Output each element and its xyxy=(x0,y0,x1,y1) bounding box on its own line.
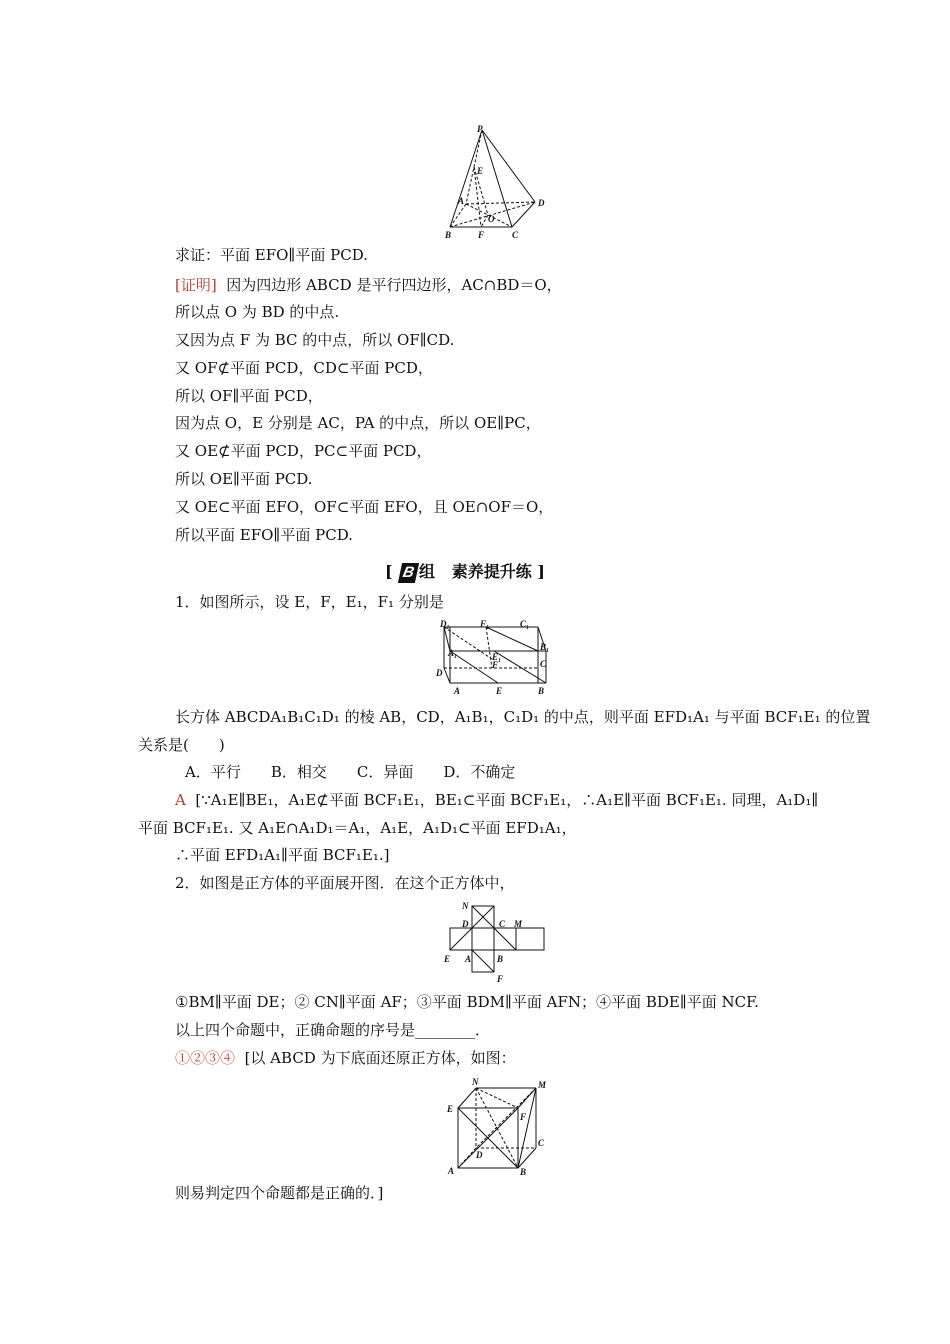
cuboid-label-c: C xyxy=(540,659,547,669)
header-bracket-right: ] xyxy=(537,562,545,581)
proof-line-5: 所以 OF∥平面 PCD， xyxy=(175,387,323,405)
net-label-m: M xyxy=(514,919,523,929)
cuboid-label-f1: F₁ xyxy=(480,619,490,629)
net-label-n: N xyxy=(462,901,469,911)
q1-body-line-1: 长方体 ABCDA₁B₁C₁D₁ 的棱 AB，CD，A₁B₁，C₁D₁ 的中点，则平面 EFD₁A₁ 与平面 BCF₁E₁ 的位置 xyxy=(175,708,871,726)
proof-line-6: 因为点 O，E 分别是 AC，PA 的中点，所以 OE∥PC， xyxy=(175,414,541,432)
q2-intro: 2．如图是正方体的平面展开图．在这个正方体中， xyxy=(175,874,515,892)
cuboid-label-e: E xyxy=(496,686,503,696)
cube-label-f: F xyxy=(520,1112,527,1122)
q1-options: A．平行 B．相交 C．异面 D．不确定 xyxy=(185,763,516,781)
cuboid-label-d: D xyxy=(436,668,443,678)
pyramid-label-a: A xyxy=(458,196,465,206)
proof-line-1-text: 因为四边形 ABCD 是平行四边形，AC∩BD＝O， xyxy=(226,276,562,294)
group-letter-badge: B xyxy=(398,563,419,583)
cuboid-label-b1: B₁ xyxy=(540,642,550,652)
cube-net-figure xyxy=(436,900,551,986)
q1-body-line-2: 关系是( ) xyxy=(138,736,225,754)
net-label-c: C xyxy=(499,919,506,929)
q2-question: 以上四个命题中，正确命题的序号是________． xyxy=(175,1021,491,1039)
q1-explanation-line-1 xyxy=(175,790,818,810)
q1-explanation-line-3: ∴平面 EFD₁A₁∥平面 BCF₁E₁.] xyxy=(175,846,390,864)
net-label-d: D xyxy=(462,919,469,929)
pyramid-figure xyxy=(440,124,555,242)
net-label-a: A xyxy=(465,954,472,964)
cube-label-m: M xyxy=(538,1080,547,1090)
cube-label-c: C xyxy=(538,1138,545,1148)
cuboid-label-b: B xyxy=(538,686,545,696)
q2-conclusion: 则易判定四个命题都是正确的．] xyxy=(175,1184,384,1202)
cuboid-label-c1: C₁ xyxy=(520,619,530,629)
pyramid-label-o: O xyxy=(488,214,495,224)
pyramid-label-b: B xyxy=(445,230,452,240)
net-label-f: F xyxy=(497,974,504,984)
proof-line-1 xyxy=(175,275,562,295)
proof-line-4: 又 OF⊄平面 PCD，CD⊂平面 PCD， xyxy=(175,359,433,377)
cube-label-n: N xyxy=(472,1077,479,1087)
proof-line-8: 所以 OE∥平面 PCD. xyxy=(175,470,313,488)
section-title: 素养提升练 xyxy=(451,562,532,581)
proof-line-9: 又 OE⊂平面 EFO，OF⊂平面 EFO，且 OE∩OF＝O， xyxy=(175,498,554,516)
claim-text: 求证：平面 EFO∥平面 PCD. xyxy=(175,246,368,264)
cuboid-label-e1: E₁ xyxy=(492,652,502,662)
q2-explanation-line xyxy=(175,1048,516,1068)
cuboid-label-f: F xyxy=(492,660,499,670)
section-header xyxy=(385,562,545,583)
q1-intro: 1．如图所示，设 E，F，E₁，F₁ 分别是 xyxy=(175,593,444,611)
pyramid-label-c: C xyxy=(512,230,519,240)
group-word: 组 xyxy=(419,562,436,581)
cube-label-d: D xyxy=(476,1150,483,1160)
pyramid-label-f: F xyxy=(478,230,485,240)
cuboid-label-d1: D₁ xyxy=(440,619,450,629)
net-label-e: E xyxy=(444,954,451,964)
cuboid-label-a1: A₁ xyxy=(448,648,458,658)
cube-figure xyxy=(440,1076,550,1176)
proof-tag: [证明] xyxy=(175,276,217,294)
q1-explanation-line-2: 平面 BCF₁E₁. 又 A₁E∩A₁D₁＝A₁，A₁E，A₁D₁⊂平面 EFD₁A₁， xyxy=(138,819,577,837)
cube-label-e: E xyxy=(447,1104,454,1114)
net-label-b: B xyxy=(497,954,504,964)
pyramid-label-d: D xyxy=(538,198,545,208)
proof-line-10: 所以平面 EFO∥平面 PCD. xyxy=(175,526,353,544)
q2-statements: ①BM∥平面 DE；② CN∥平面 AF；③平面 BDM∥平面 AFN；④平面 BDE∥平面 NCF. xyxy=(175,993,759,1011)
cuboid-figure xyxy=(436,618,556,698)
cuboid-label-a: A xyxy=(454,686,461,696)
header-bracket-left: [ xyxy=(385,562,393,581)
q2-explanation-text: [以 ABCD 为下底面还原正方体，如图： xyxy=(244,1049,516,1067)
proof-line-2: 所以点 O 为 BD 的中点. xyxy=(175,303,340,321)
proof-line-7: 又 OE⊄平面 PCD，PC⊂平面 PCD， xyxy=(175,442,432,460)
q1-answer: A xyxy=(175,791,186,809)
proof-line-3: 又因为点 F 为 BC 的中点，所以 OF∥CD. xyxy=(175,331,455,349)
q2-answer: ①②③④ xyxy=(175,1049,236,1067)
cube-label-a: A xyxy=(448,1166,455,1176)
pyramid-label-p: P xyxy=(477,124,483,134)
pyramid-label-e: E xyxy=(477,166,484,176)
cube-label-b: B xyxy=(520,1167,527,1176)
q1-explanation-text: [∵A₁E∥BE₁，A₁E⊄平面 BCF₁E₁，BE₁⊂平面 BCF₁E₁，∴A₁E∥平面 BCF₁E₁. 同理，A₁D₁∥ xyxy=(195,791,819,809)
